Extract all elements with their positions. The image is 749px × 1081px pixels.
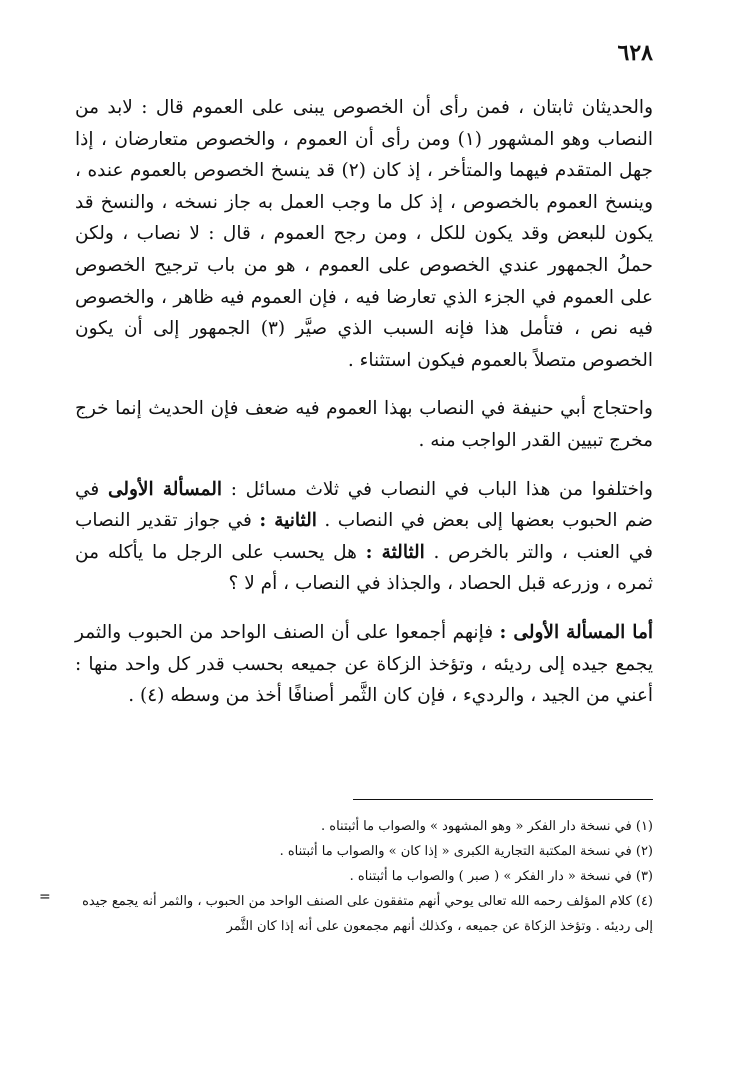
footnote-1: (١) في نسخة دار الفكر « وهو المشهود » والصواب ما أثبتناه . [321,819,653,834]
paragraph-abu-hanifa: واحتجاج أبي حنيفة في النصاب بهذا العموم فيه ضعف فإن الحديث إنما خرج مخرج تبيين القدر الواجب منه . [75,398,653,451]
issue-one-label: المسألة الأولى [107,478,223,500]
issues-intro: واختلفوا من هذا الباب في النصاب في ثلاث مسائل : [230,478,653,500]
page-number: ٦٢٨ [617,40,653,66]
paragraph-hadith-discussion: والحديثان ثابتان ، فمن رأى أن الخصوص يبنى على العموم قال : لابد من النصاب وهو المشهور (١) ومن رأى أن العموم ، والخصوص متعارضان ، إذا جهل المتقدم فيهما والمتأخر ، إذ كان (٢) قد ينسخ الخصوص بالعموم عنده ، وينسخ العموم بالخصوص ، إذ كل ما وجب العمل به جاز نسخه ، والنسخ قد يكون للبعض وقد يكون للكل ، ومن رجح العموم ، قال : لا نصاب ، ولكن حملُ الجمهور عندي الخصوص على العموم ، هو من باب ترجيح الخصوص على العموم في الجزء الذي تعارضا فيه ، فإن العموم فيه ظاهر ، والخصوص فيه نص ، فتأمل هذا فإنه السبب الذي صيَّر (٣) الجمهور إلى أن يكون الخصوص متصلاً بالعموم فيكون استثناء . [75,97,654,371]
main-text [75,92,653,712]
footnotes [39,814,653,939]
footnote-2: (٢) في نسخة المكتبة التجارية الكبرى « إذا كان » والصواب ما أثبتناه . [279,844,653,859]
issue-three-text: هل يحسب على الرجل ما يأكله من ثمره ، وزرعه قبل الحصاد ، والجذاذ في النصاب ، أم لا ؟ [75,541,653,595]
issue-two-text: في جواز تقدير النصاب في العنب ، والتر بالخرص . [75,510,653,563]
first-issue-heading: أما المسألة الأولى : [499,621,653,643]
footnote-3: (٣) في نسخة « دار الفكر » ( صبر ) والصواب ما أثبتناه . [349,869,653,884]
continuation-mark: = [39,889,51,905]
issue-three-label: الثالثة : [365,541,425,563]
paragraph-first-issue [75,617,653,712]
paragraph-three-issues [75,474,653,600]
issue-two-label: الثانية : [259,510,317,532]
first-issue-text: فإنهم أجمعوا على أن الصنف الواحد من الحبوب والثمر يجمع جيده إلى رديئه ، وتؤخذ الزكاة عن جميعه بحسب قدر كل واحد منها : أعني من الجيد ، والرديء ، فإن كان الثَّمر أصنافًا أخذ من وسطه (٤) . [75,621,653,707]
footnote-divider [353,799,653,800]
issue-one-text: في ضم الحبوب بعضها إلى بعض في النصاب . [75,478,653,532]
footnote-4-wrapper [39,889,653,939]
footnote-4: (٤) كلام المؤلف رحمه الله تعالى يوحي أنهم متفقون على الصنف الواحد من الحبوب ، والثمر أنه يجمع جيده إلى رديئه . وتؤخذ الزكاة عن جميعه ، وكذلك أنهم مجمعون على أنه إذا كان الثَّمر [82,894,653,934]
